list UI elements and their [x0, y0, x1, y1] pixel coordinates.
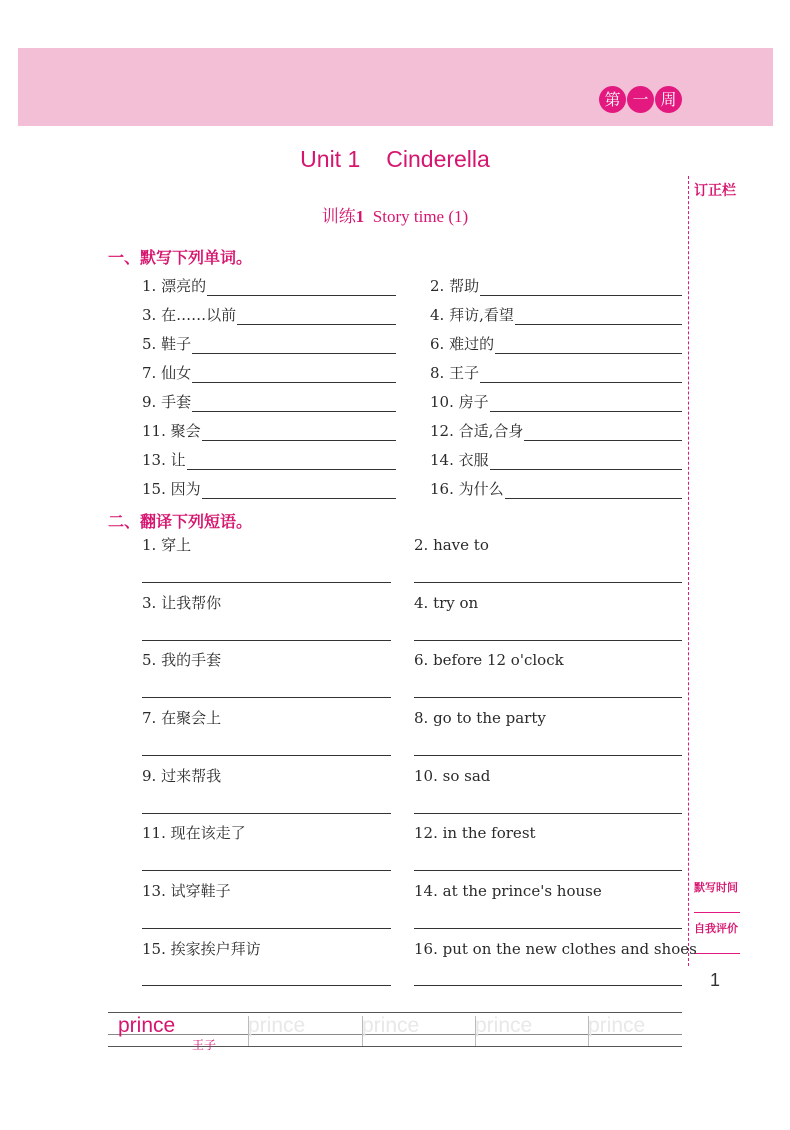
- word-item-7[interactable]: [142, 361, 396, 383]
- answer-line-11[interactable]: [142, 870, 391, 871]
- word-item-label: 13. 让: [142, 451, 186, 469]
- phrase-item-14: 14. at the prince's house: [414, 882, 602, 900]
- word-item-label: 11. 聚会: [142, 422, 201, 440]
- phrase-item-12: 12. in the forest: [414, 824, 536, 842]
- phrase-item-1: 1. 穿上: [142, 536, 192, 554]
- answer-blank[interactable]: [187, 452, 396, 470]
- answer-line-8[interactable]: [414, 755, 682, 756]
- phrase-item-13: 13. 试穿鞋子: [142, 882, 231, 900]
- correction-label: 订正栏: [694, 183, 736, 199]
- copybook-meaning: 王子: [192, 1038, 217, 1052]
- training-prefix: 训练: [321, 207, 356, 226]
- answer-blank[interactable]: [490, 452, 682, 470]
- phrase-item-10: 10. so sad: [414, 767, 491, 785]
- answer-line-16[interactable]: [414, 985, 682, 986]
- answer-line-9[interactable]: [142, 813, 391, 814]
- answer-line-13[interactable]: [142, 928, 391, 929]
- page-number: 1: [710, 970, 721, 990]
- answer-line-7[interactable]: [142, 755, 391, 756]
- word-item-label: 14. 衣服: [430, 451, 489, 469]
- phrase-item-3: 3. 让我帮你: [142, 594, 222, 612]
- answer-blank[interactable]: [207, 278, 396, 296]
- word-item-15[interactable]: [142, 477, 396, 499]
- word-item-label: 7. 仙女: [142, 364, 192, 382]
- word-item-10[interactable]: [430, 390, 682, 412]
- word-item-1[interactable]: [142, 274, 396, 296]
- self-evaluation-label: 自我评价: [694, 922, 738, 935]
- answer-blank[interactable]: [495, 336, 682, 354]
- word-item-14[interactable]: [430, 448, 682, 470]
- word-item-label: 1. 漂亮的: [142, 277, 207, 295]
- copybook-trace-word[interactable]: prince: [475, 1014, 533, 1037]
- word-item-label: 8. 王子: [430, 364, 480, 382]
- answer-line-4[interactable]: [414, 640, 682, 641]
- word-item-5[interactable]: [142, 332, 396, 354]
- word-item-2[interactable]: [430, 274, 682, 296]
- word-item-16[interactable]: [430, 477, 682, 499]
- answer-blank[interactable]: [192, 336, 396, 354]
- correction-divider: [688, 176, 689, 966]
- copybook-word: prince: [118, 1014, 176, 1037]
- word-item-8[interactable]: [430, 361, 682, 383]
- phrase-item-16: 16. put on the new clothes and shoes: [414, 940, 697, 958]
- answer-line-12[interactable]: [414, 870, 682, 871]
- word-item-label: 12. 合适,合身: [430, 422, 524, 440]
- answer-blank[interactable]: [237, 307, 396, 325]
- answer-blank[interactable]: [202, 481, 396, 499]
- week-char-3: 周: [655, 86, 682, 113]
- section2-heading: 二、翻译下列短语。: [108, 512, 253, 531]
- answer-blank[interactable]: [202, 423, 396, 441]
- word-item-label: 9. 手套: [142, 393, 192, 411]
- answer-line-15[interactable]: [142, 985, 391, 986]
- word-item-label: 2. 帮助: [430, 277, 480, 295]
- phrase-item-7: 7. 在聚会上: [142, 709, 222, 727]
- copybook-trace-word[interactable]: prince: [588, 1014, 646, 1037]
- self-evaluation-line: [694, 953, 740, 954]
- training-number: 1: [355, 207, 365, 226]
- word-item-label: 16. 为什么: [430, 480, 504, 498]
- word-item-label: 15. 因为: [142, 480, 201, 498]
- word-item-9[interactable]: [142, 390, 396, 412]
- dictation-time-line: [694, 912, 740, 913]
- phrase-item-11: 11. 现在该走了: [142, 824, 246, 842]
- dictation-time-label: 默写时间: [694, 881, 738, 894]
- unit-title: [0, 146, 790, 173]
- word-item-4[interactable]: [430, 303, 682, 325]
- answer-line-3[interactable]: [142, 640, 391, 641]
- phrase-item-8: 8. go to the party: [414, 709, 546, 727]
- answer-blank[interactable]: [490, 394, 682, 412]
- word-item-label: 6. 难过的: [430, 335, 495, 353]
- answer-line-14[interactable]: [414, 928, 682, 929]
- training-topic: Story time (1): [372, 207, 469, 226]
- word-item-3[interactable]: [142, 303, 396, 325]
- answer-blank[interactable]: [192, 394, 396, 412]
- word-item-6[interactable]: [430, 332, 682, 354]
- word-item-13[interactable]: [142, 448, 396, 470]
- answer-line-10[interactable]: [414, 813, 682, 814]
- phrase-item-6: 6. before 12 o'clock: [414, 651, 564, 669]
- answer-blank[interactable]: [480, 278, 682, 296]
- phrase-item-15: 15. 挨家挨户拜访: [142, 940, 261, 958]
- answer-line-2[interactable]: [414, 582, 682, 583]
- answer-blank[interactable]: [192, 365, 396, 383]
- week-badge: [599, 86, 682, 113]
- copybook-trace-word[interactable]: prince: [248, 1014, 306, 1037]
- answer-blank[interactable]: [480, 365, 682, 383]
- word-item-label: 5. 鞋子: [142, 335, 192, 353]
- word-item-label: 10. 房子: [430, 393, 489, 411]
- word-item-label: 4. 拜访,看望: [430, 306, 514, 324]
- answer-blank[interactable]: [505, 481, 682, 499]
- copybook-trace-word[interactable]: prince: [362, 1014, 420, 1037]
- word-item-11[interactable]: [142, 419, 396, 441]
- answer-blank[interactable]: [524, 423, 682, 441]
- word-item-label: 3. 在……以前: [142, 306, 237, 324]
- phrase-item-4: 4. try on: [414, 594, 479, 612]
- unit-name: Cinderella: [386, 146, 490, 172]
- answer-blank[interactable]: [515, 307, 682, 325]
- week-char-2: 一: [627, 86, 654, 113]
- week-char-1: 第: [599, 86, 626, 113]
- phrase-item-2: 2. have to: [414, 536, 489, 554]
- section1-heading: 一、默写下列单词。: [108, 248, 253, 267]
- phrase-item-9: 9. 过来帮我: [142, 767, 222, 785]
- copybook-line-top: [108, 1012, 682, 1013]
- answer-line-6[interactable]: [414, 697, 682, 698]
- phrase-item-5: 5. 我的手套: [142, 651, 222, 669]
- answer-line-1[interactable]: [142, 582, 391, 583]
- word-item-12[interactable]: [430, 419, 682, 441]
- answer-line-5[interactable]: [142, 697, 391, 698]
- unit-label: Unit 1: [300, 146, 361, 172]
- training-title: [0, 202, 790, 227]
